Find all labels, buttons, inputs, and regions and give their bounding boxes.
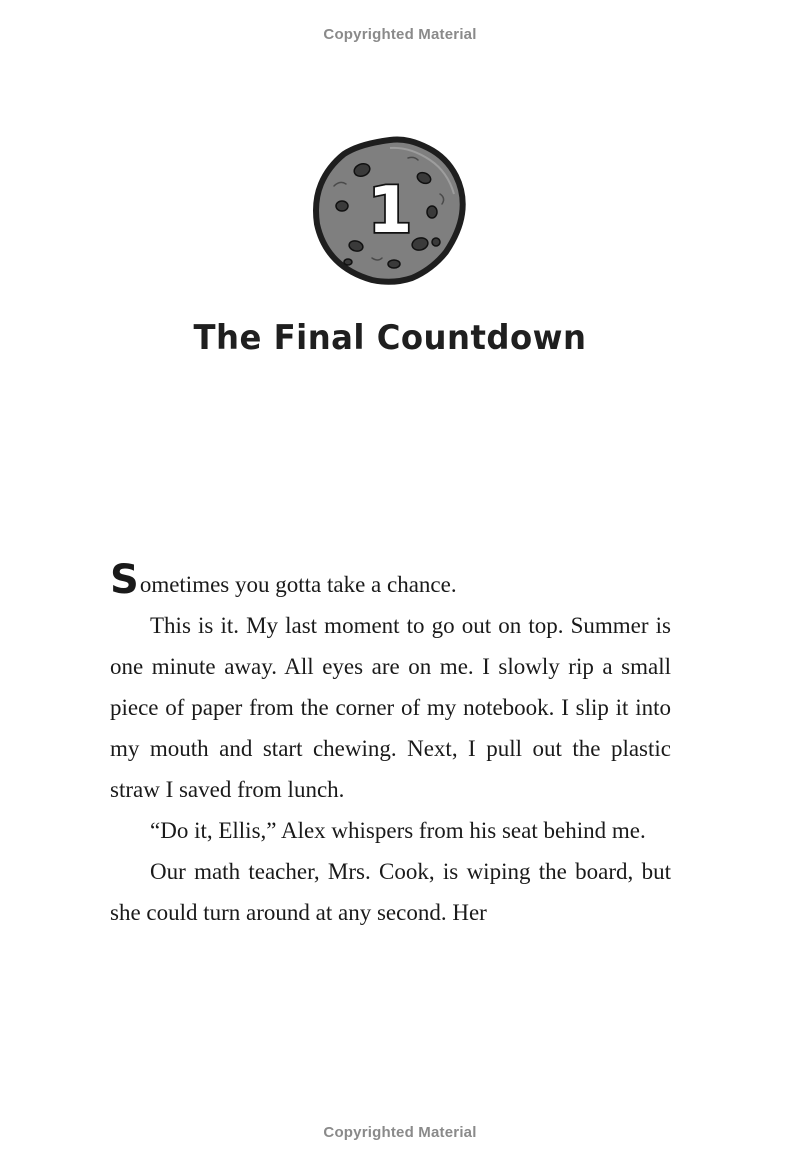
watermark-bottom: Copyrighted Material	[323, 1124, 477, 1141]
paragraph: This is it. My last moment to go out on top. Summer is one minute away. All eyes are on me. I slowly rip a small piece of paper from the corner of my notebook. I slip it into my mouth and start chewing. Next, I pull out the plastic straw I saved from lunch.	[110, 613, 671, 802]
watermark-top: Copyrighted Material	[323, 26, 477, 43]
cookie-icon	[312, 134, 468, 288]
paragraph-opening	[110, 557, 671, 605]
paragraph-text: ometimes you gotta take a chance.	[139, 572, 457, 597]
chapter-number-badge	[312, 134, 468, 288]
paragraph: “Do it, Ellis,” Alex whispers from his seat behind me.	[150, 818, 646, 843]
drop-cap: S	[110, 557, 139, 603]
chapter-title: The Final Countdown	[193, 318, 587, 358]
chapter-number: 1	[367, 174, 413, 248]
body-text	[110, 557, 671, 933]
paragraph: Our math teacher, Mrs. Cook, is wiping the board, but she could turn around at any second. Her	[110, 859, 671, 925]
